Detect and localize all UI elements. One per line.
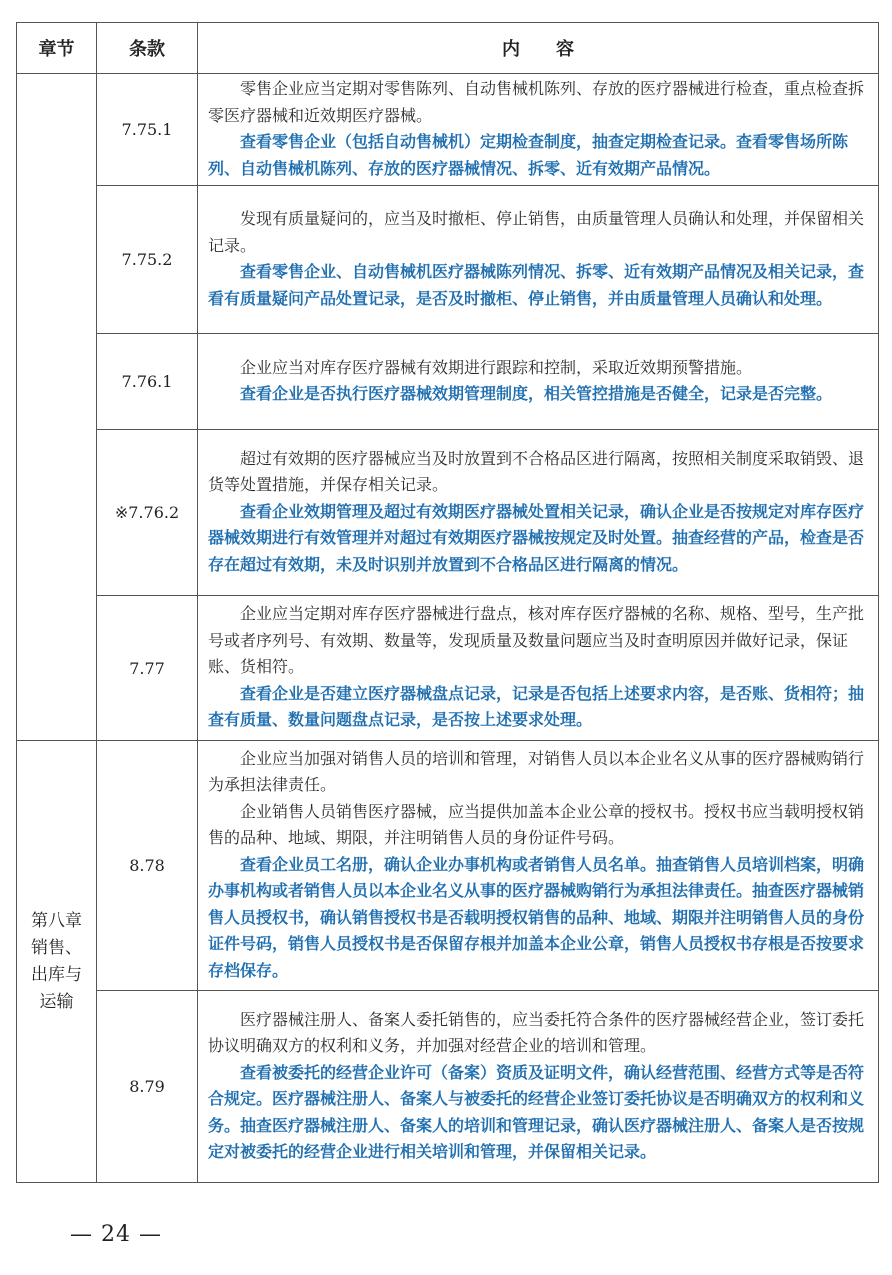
clause-content [198, 741, 879, 991]
table-row [17, 186, 879, 334]
requirement-text: 发现有质量疑问的，应当及时撤柜、停止销售，由质量管理人员确认和处理，并保留相关记录。 [208, 209, 865, 255]
table-row [17, 991, 879, 1183]
requirement-text: 企业应当定期对库存医疗器械进行盘点，核对库存医疗器械的名称、规格、型号，生产批号或者序列号、有效期、数量等，发现质量及数量问题应当及时查明原因并做好记录，保证账、货相符。 [208, 604, 865, 677]
inspection-method-text: 查看企业是否执行医疗器械效期管理制度，相关管控措施是否健全，记录是否完整。 [240, 384, 833, 403]
table-row [17, 430, 879, 596]
table-header-row [17, 23, 879, 74]
table-row [17, 596, 879, 741]
page-number: — 24 — [70, 1222, 162, 1247]
clause-number: ※7.76.2 [97, 430, 198, 596]
header-chapter: 章节 [17, 23, 97, 74]
requirement-text: 医疗器械注册人、备案人委托销售的，应当委托符合条件的医疗器械经营企业，签订委托协议明确双方的权利和义务，并加强对经营企业的培训和管理。 [208, 1009, 865, 1055]
requirement-text: 企业销售人员销售医疗器械，应当提供加盖本企业公章的授权书。授权书应当载明授权销售的品种、地域、期限，并注明销售人员的身份证件号码。 [208, 801, 865, 848]
clause-content [198, 334, 879, 430]
chapter-title: 第八章 销售、 出库与 运输 [17, 741, 97, 1183]
inspection-method-text: 查看企业是否建立医疗器械盘点记录，记录是否包括上述要求内容，是否账、货相符；抽查有质量、数量问题盘点记录，是否按上述要求处理。 [208, 683, 865, 730]
clause-content [198, 430, 879, 596]
requirement-text: 企业应当加强对销售人员的培训和管理，对销售人员以本企业名义从事的医疗器械购销行为承担法律责任。 [208, 748, 865, 795]
clause-number: 7.75.2 [97, 186, 198, 334]
inspection-method-text: 查看零售企业（包括自动售械机）定期检查制度，抽查定期检查记录。查看零售场所陈列、自动售械机陈列、存放的医疗器械情况、拆零、近有效期产品情况。 [208, 132, 849, 178]
clause-number: 7.75.1 [97, 74, 198, 186]
header-content: 内 容 [198, 23, 879, 74]
chapter-cell-empty [17, 74, 97, 741]
header-clause: 条款 [97, 23, 198, 74]
regulation-table [16, 22, 879, 1183]
clause-number: 8.79 [97, 991, 198, 1183]
clause-content [198, 596, 879, 741]
clause-number: 7.77 [97, 596, 198, 741]
requirement-text: 企业应当对库存医疗器械有效期进行跟踪和控制，采取近效期预警措施。 [240, 357, 753, 377]
table-row [17, 334, 879, 430]
clause-content [198, 186, 879, 334]
requirement-text: 零售企业应当定期对零售陈列、自动售械机陈列、存放的医疗器械进行检查，重点检查拆零医疗器械和近效期医疗器械。 [208, 79, 865, 125]
inspection-method-text: 查看企业员工名册，确认企业办事机构或者销售人员名单。抽查销售人员培训档案，明确办事机构或者销售人员以本企业名义从事的医疗器械购销行为承担法律责任。抽查医疗器械销售人员授权书，确认销售授权书是否载明授权销售的品种、地域、期限并注明销售人员的身份证件号码，销售人员授权书是否保留存根并加盖本企业公章，销售人员授权书存根是否按要求存档保存。 [208, 854, 865, 980]
clause-content [198, 74, 879, 186]
clause-number: 7.76.1 [97, 334, 198, 430]
inspection-method-text: 查看零售企业、自动售械机医疗器械陈列情况、拆零、近有效期产品情况及相关记录，查看有质量疑问产品处置记录，是否及时撤柜、停止销售，并由质量管理人员确认和处理。 [208, 262, 865, 308]
inspection-method-text: 查看企业效期管理及超过有效期医疗器械处置相关记录，确认企业是否按规定对库存医疗器械效期进行有效管理并对超过有效期医疗器械按规定及时处置。抽查经营的产品，检查是否存在超过有效期，未及时识别并放置到不合格品区进行隔离的情况。 [208, 501, 865, 574]
table-row [17, 74, 879, 186]
table-row [17, 741, 879, 991]
inspection-method-text: 查看被委托的经营企业许可（备案）资质及证明文件，确认经营范围、经营方式等是否符合规定。医疗器械注册人、备案人与被委托的经营企业签订委托协议是否明确双方的权利和义务。抽查医疗器械注册人、备案人的培训和管理记录，确认医疗器械注册人、备案人是否按规定对被委托的经营企业进行相关培训和管理，并保留相关记录。 [208, 1062, 865, 1161]
clause-number: 8.78 [97, 741, 198, 991]
requirement-text: 超过有效期的医疗器械应当及时放置到不合格品区进行隔离，按照相关制度采取销毁、退货等处置措施，并保存相关记录。 [208, 448, 865, 495]
clause-content [198, 991, 879, 1183]
